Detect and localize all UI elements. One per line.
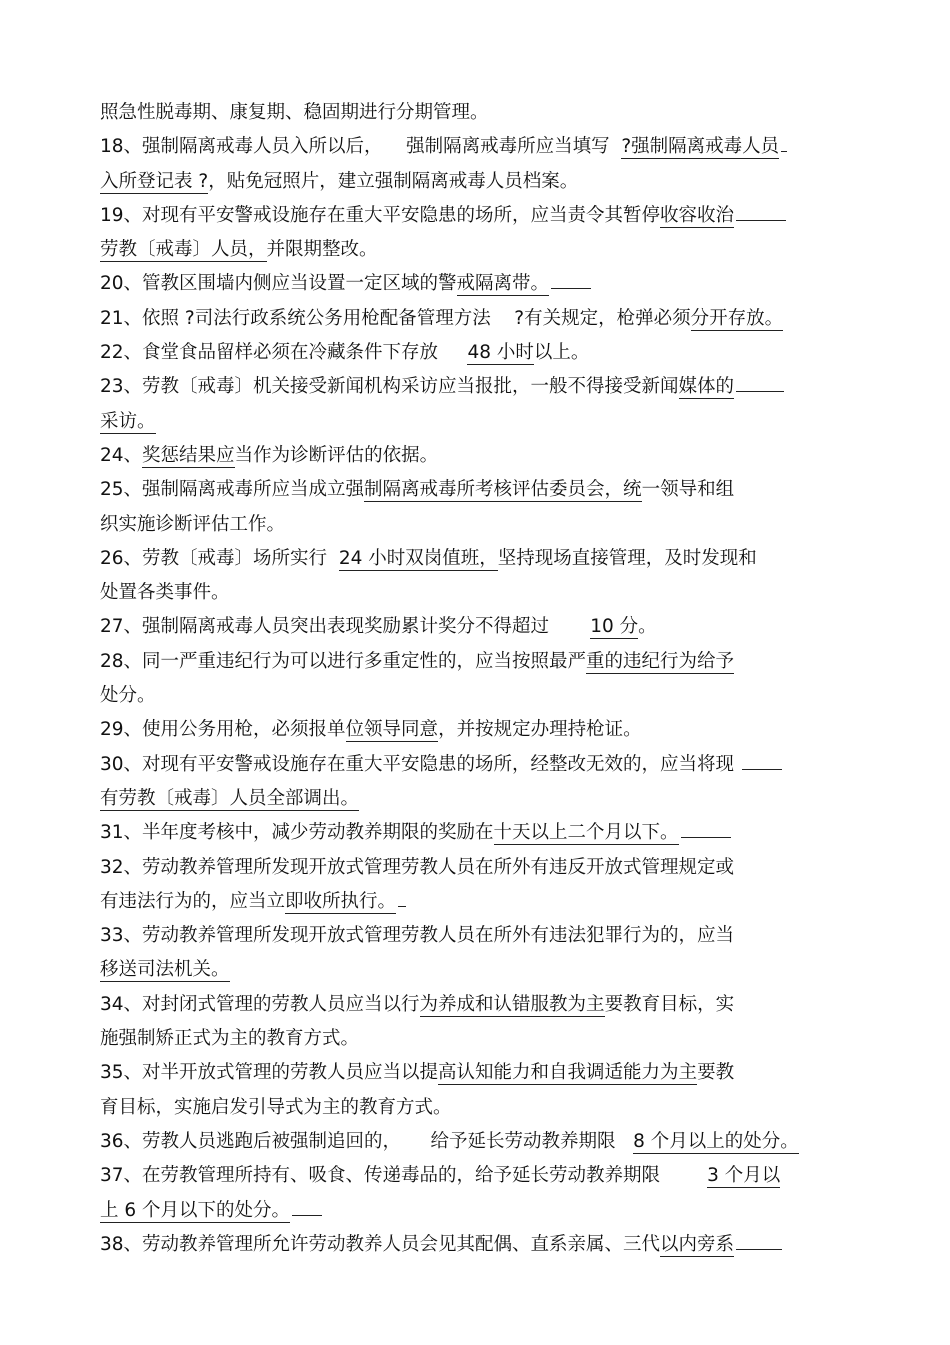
text-line	[100, 476, 860, 510]
line-text: 32、劳动教养管理所发现开放式管理劳教人员在所外有违反开放式管理规定或	[100, 856, 735, 878]
line-text: 35、对半开放式管理的劳教人员应当以提	[100, 1062, 439, 1084]
blank-underline	[736, 1248, 782, 1250]
text-line	[100, 373, 860, 407]
underlined-answer: 8 个月以上的处分。	[633, 1130, 799, 1152]
line-text: 20、管教区围墙内侧应当设置一定区域的警	[100, 273, 457, 295]
text-line	[100, 1162, 860, 1196]
text-line	[100, 956, 860, 990]
blank-underline	[781, 150, 787, 152]
underlined-answer: 即收所执行。	[285, 890, 397, 912]
line-text: 37、在劳教管理所持有、吸食、传递毒品的，给予延长劳动教养期限	[100, 1165, 708, 1187]
line-text: 织实施诊断评估工作。	[100, 513, 286, 535]
underlined-answer: 采访。	[100, 410, 156, 432]
line-text: 一领导和组	[641, 479, 735, 501]
text-line	[100, 579, 860, 613]
underlined-answer: 上 6 个月以下的处分。	[100, 1199, 291, 1221]
line-text: 30、对现有平安警戒设施存在重大平安隐患的场所，经整改无效的，应当将现	[100, 753, 740, 775]
text-line	[100, 1094, 860, 1128]
underlined-answer: ?强制隔离戒毒人员	[621, 136, 780, 158]
line-text: 照急性脱毒期、康复期、稳固期进行分期管理。	[100, 102, 489, 123]
text-line	[100, 236, 860, 270]
line-text: ，并按规定办理持枪证。	[438, 719, 642, 741]
text-line	[100, 648, 860, 682]
underlined-answer: 戒隔离带。	[456, 273, 550, 295]
text-line	[100, 305, 860, 339]
blank-underline	[736, 219, 786, 221]
underlined-answer: 奖惩结果应	[142, 444, 235, 466]
text-line	[100, 819, 860, 853]
line-text: 以上。	[533, 342, 590, 364]
underlined-answer: 3 个月以	[707, 1165, 781, 1187]
underlined-answer: 以内旁系	[660, 1233, 735, 1255]
line-text: 31、半年度考核中，减少劳动教养期限的奖励在	[100, 822, 494, 844]
text-line	[100, 133, 860, 167]
text-line	[100, 99, 860, 133]
text-line	[100, 751, 860, 785]
text-line	[100, 1059, 860, 1093]
line-text: 25、强制隔离戒毒所应当成立强	[100, 479, 365, 501]
underlined-answer: 重的违纪行为给予	[586, 650, 735, 672]
underlined-answer: 为养成和认错服教为主	[419, 993, 605, 1015]
line-text: 38、劳动教养管理所允许劳动教养人员会见其配偶、直系亲属、三代	[100, 1233, 661, 1255]
line-text: 33、劳动教养管理所发现开放式管理劳教人员在所外有违法犯罪行为的，应当	[100, 925, 735, 947]
underlined-answer: 10 分	[590, 616, 639, 638]
underlined-answer: 劳教〔戒毒〕人员，	[100, 239, 267, 261]
line-text: 29、使用公务用枪，必须报单	[100, 719, 346, 741]
line-text: 处置各类事件。	[100, 582, 230, 604]
underlined-answer: 有劳教〔戒毒〕人员全部调出。	[100, 787, 360, 809]
text-line	[100, 270, 860, 304]
line-text: 21、依照 ?司法行政系统公务用枪配备管理方法 ?有关规定，枪弹必须	[100, 307, 691, 329]
blank-underline	[551, 287, 591, 289]
underlined-answer: 高认知能力和自我调适能力为主	[438, 1062, 698, 1084]
text-line	[100, 1197, 860, 1231]
line-text: 22、食堂食品留样必须在冷藏条件下存放	[100, 342, 468, 364]
text-line	[100, 613, 860, 647]
text-line	[100, 339, 860, 373]
line-text: 26、劳教〔戒毒〕场所实行	[100, 547, 339, 569]
text-line	[100, 991, 860, 1025]
text-line	[100, 202, 860, 236]
underlined-answer: 收容收治	[660, 204, 735, 226]
text-line	[100, 785, 860, 819]
line-text: 处分。	[100, 685, 156, 707]
underlined-answer: 入所登记表 ?	[100, 170, 209, 192]
blank-underline	[398, 905, 406, 907]
blank-underline	[736, 390, 784, 392]
line-text: 23、劳教〔戒毒〕机关接受新闻机构采访应当报批，一般不得接受新闻	[100, 376, 679, 398]
document-body	[100, 99, 860, 1265]
line-text: 19、对现有平安警戒设施存在重大平安隐患的场所，应当责令其暂停	[100, 204, 661, 226]
blank-underline	[292, 1214, 322, 1216]
line-text: 当作为诊断评估的依据。	[234, 444, 439, 466]
line-text: 有违法行为的，应当立	[100, 890, 286, 912]
line-text: 24、	[100, 444, 143, 466]
underlined-answer: 分开存放。	[690, 307, 784, 329]
text-line	[100, 1128, 860, 1162]
line-text: 坚持现场直接管理，及时发现和	[497, 547, 757, 569]
blank-underline	[742, 768, 782, 770]
line-text: 36、劳教人员逃跑后被强制追回的， 给予延长劳动教养期限	[100, 1130, 634, 1152]
blank-underline	[681, 836, 731, 838]
text-line	[100, 1025, 860, 1059]
text-line	[100, 408, 860, 442]
text-line	[100, 922, 860, 956]
underlined-answer: 媒体的	[678, 376, 735, 398]
text-line	[100, 511, 860, 545]
line-text: 要教	[697, 1062, 735, 1084]
line-text: ，贴免冠照片，建立强制隔离戒毒人员档案。	[208, 170, 579, 192]
line-text: 28、同一严重违纪行为可以进行多重定性的，应当按照最严	[100, 650, 587, 672]
line-text: 。	[638, 616, 657, 638]
underlined-answer: 48 小时	[467, 342, 534, 364]
line-text: 并限期整改。	[266, 239, 378, 261]
line-text: 要教育目标，实	[604, 993, 735, 1015]
underlined-answer: 位领导同意	[345, 719, 439, 741]
underlined-answer: 移送司法机关。	[100, 959, 230, 981]
underlined-answer: 十天以上二个月以下。	[493, 822, 679, 844]
line-text: 育目标，实施启发引导式为主的教育方式。	[100, 1096, 452, 1118]
underlined-answer: 24 小时双岗值班，	[338, 547, 498, 569]
text-line	[100, 716, 860, 750]
underlined-answer: 制隔离戒毒所考核评估委员会，统	[364, 479, 642, 501]
text-line	[100, 888, 860, 922]
text-line	[100, 1231, 860, 1265]
text-line	[100, 442, 860, 476]
line-text: 18、强制隔离戒毒人员入所以后， 强制隔离戒毒所应当填写	[100, 136, 622, 158]
text-line	[100, 545, 860, 579]
text-line	[100, 854, 860, 888]
text-line	[100, 168, 860, 202]
text-line	[100, 682, 860, 716]
line-text: 27、强制隔离戒毒人员突出表现奖励累计奖分不得超过	[100, 616, 591, 638]
line-text: 34、对封闭式管理的劳教人员应当以行	[100, 993, 420, 1015]
line-text: 施强制矫正式为主的教育方式。	[100, 1028, 360, 1050]
